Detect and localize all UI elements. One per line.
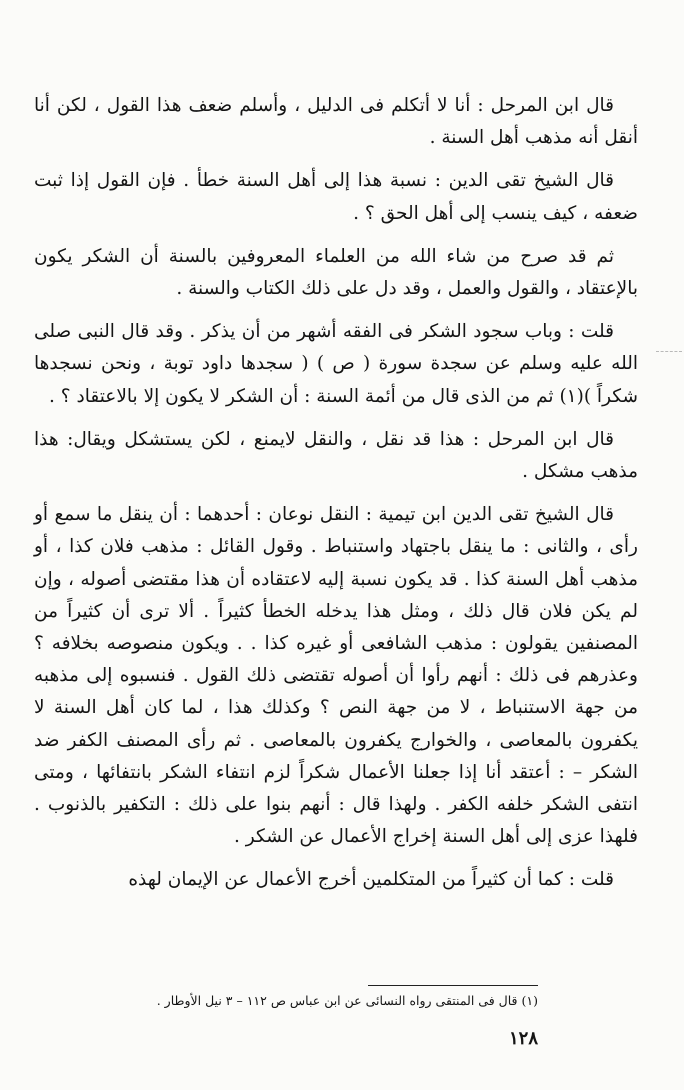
paragraph-final: قلت : كما أن كثيراً من المتكلمين أخرج الأعمال عن الإيمان لهذه [128,869,614,891]
footnote-divider [368,985,538,986]
paragraph-scholars: ثم قد صرح من شاء الله من العلماء المعروفين بالسنة أن الشكر يكون بالإعتقاد ، والقول والعمل ، وقد دل على ذلك الكتاب والسنة . [34,245,638,300]
paragraph-sujud-shukr: قلت : وباب سجود الشكر فى الفقه أشهر من أن يذكر . وقد قال النبى صلى الله عليه وسلم عن سجدة سورة ( ص ) ( سجدها داود توبة ، ونحن نسجدها شكراً )(١) ثم من الذى قال من أئمة السنة : أن الشكر لا يكون إلا بالاعتقاد ؟ . [34,321,638,407]
page-number: ١٢٨ [508,1028,538,1049]
margin-mark [656,351,682,352]
paragraph-ibn-al-murahhil-2: قال ابن المرحل : هذا قد نقل ، والنقل لايمنع ، لكن يستشكل ويقال: هذا مذهب مشكل . [34,428,638,483]
paragraph-ibn-al-murahhil-1: قال ابن المرحل : أنا لا أتكلم فى الدليل ، وأسلم ضعف هذا القول ، لكن أنا أنقل أنه مذهب أهل السنة . [34,95,638,149]
footnote: (١) قال فى المنتقى رواه النسائى عن ابن عباس ص ١١٢ – ٣ نيل الأوطار . [156,993,538,1008]
main-text [34,90,638,908]
paragraph-taqi-al-din-2: قال الشيخ تقى الدين ابن تيمية : النقل نوعان : أحدهما : أن ينقل ما سمع أو رأى ، والثانى : ما ينقل باجتهاد واستنباط . وقول القائل : مذهب فلان كذا ، أو مذهب أهل السنة كذا . قد يكون نسبة إليه لاعتقاده أن هذا مقتضى أصوله ، وإن لم يكن فلان قال ذلك ، ومثل هذا يدخله الخطأ كثيراً . ألا ترى أن كثيراً من المصنفين يقولون : مذهب الشافعى أو غيره كذا . . ويكون منصوصه بخلافه ؟ وعذرهم فى ذلك : أنهم رأوا أن أصوله تقتضى ذلك القول . فنسبوه إلى مذهبه من جهة الاستنباط ، لا من جهة النص ؟ وكذلك هذا ، لما كان أهل السنة لا يكفرون بالمعاصى ، والخوارج يكفرون بالمعاصى . ثم رأى المصنف الكفر ضد الشكر – : أعتقد أنا إذا جعلنا الأعمال شكراً لزم انتفاء الشكر بانتفائها ، ومتى انتفى الشكر خلفه الكفر . ولهذا قال : أنهم بنوا على ذلك : التكفير بالذنوب . فلهذا عزى إلى أهل السنة إخراج الأعمال عن الشكر . [34,504,638,848]
paragraph-taqi-al-din-1: قال الشيخ تقى الدين : نسبة هذا إلى أهل السنة خطأ . فإن القول إذا ثبت ضعفه ، كيف ينسب إلى أهل الحق ؟ . [34,170,638,224]
